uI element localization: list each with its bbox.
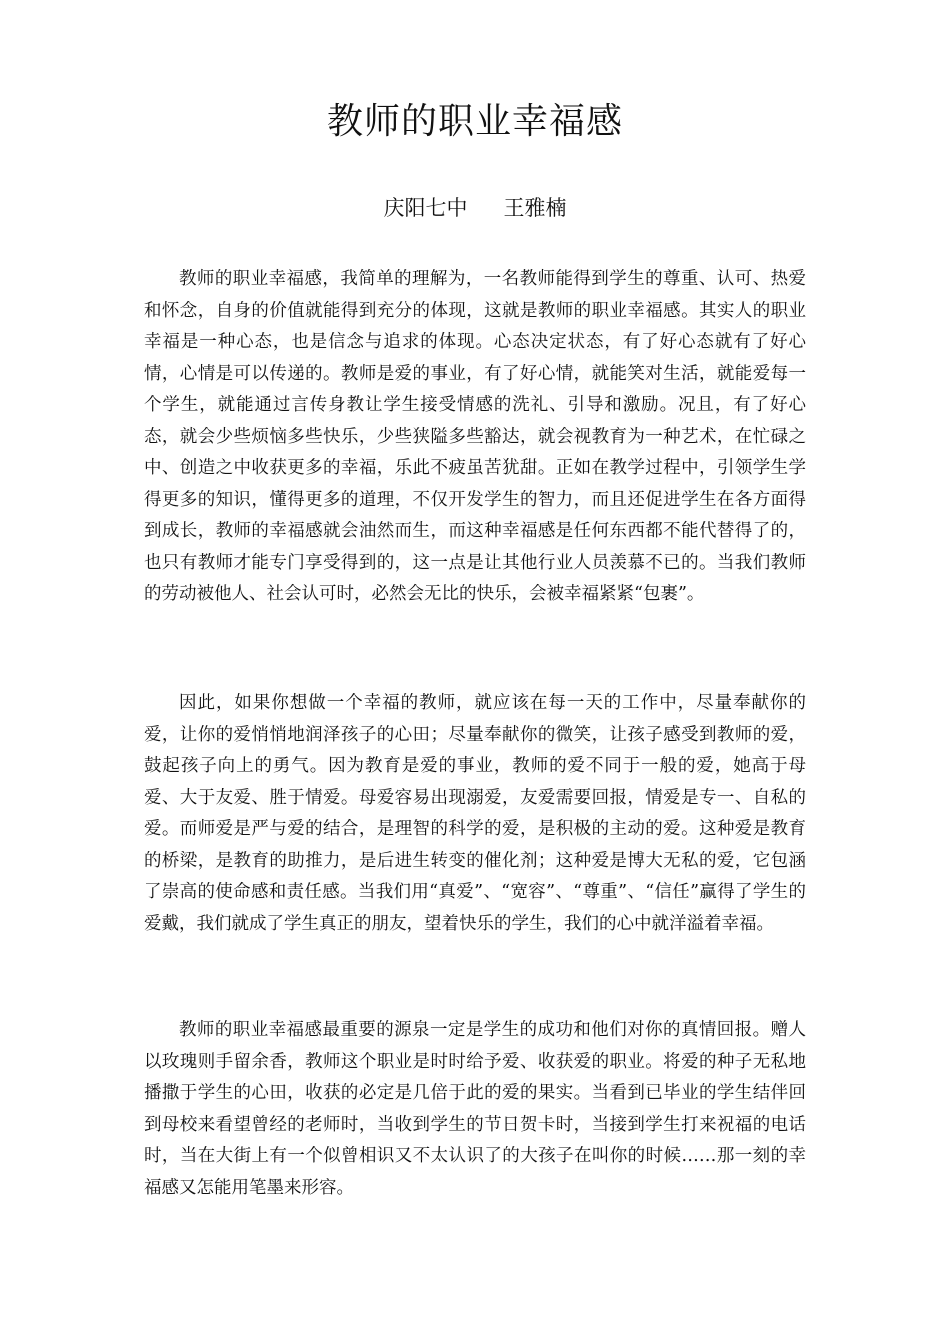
paragraph-2: 因此，如果你想做一个幸福的教师，就应该在每一天的工作中，尽量奉献你的爱，让你的爱悄悄地润泽孩子的心田；尽量奉献你的微笑，让孩子感受到教师的爱，鼓起孩子向上的勇气。因为教育是爱的事业，教师的爱不同于一般的爱，她高于母爱、大于友爱、胜于情爱。母爱容易出现溺爱，友爱需要回报，情爱是专一、自私的爱。而师爱是严与爱的结合，是理智的科学的爱，是积极的主动的爱。这种爱是教育的桥梁，是教育的助推力，是后进生转变的催化剂；这种爱是博大无私的爱，它包涵了崇高的使命感和责任感。当我们用“真爱”、“宽容”、“尊重”、“信任”赢得了学生的爱戴，我们就成了学生真正的朋友，望着快乐的学生，我们的心中就洋溢着幸福。 xyxy=(144,693,806,934)
author-school: 庆阳七中 xyxy=(383,196,468,220)
author-byline xyxy=(0,192,950,224)
author-name: 王雅楠 xyxy=(503,196,567,220)
paragraph-1: 教师的职业幸福感，我简单的理解为，一名教师能得到学生的尊重、认可、热爱和怀念，自身的价值就能得到充分的体现，这就是教师的职业幸福感。其实人的职业幸福是一种心态，也是信念与追求的体现。心态决定状态，有了好心态就有了好心情，心情是可以传递的。教师是爱的事业，有了好心情，就能笑对生活，就能爱每一个学生，就能通过言传身教让学生接受情感的洗礼、引导和激励。况且，有了好心态，就会少些烦恼多些快乐，少些狭隘多些豁达，就会视教育为一种艺术，在忙碌之中、创造之中收获更多的幸福，乐此不疲虽苦犹甜。正如在教学过程中，引领学生学得更多的知识，懂得更多的道理，不仅开发学生的智力，而且还促进学生在各方面得到成长，教师的幸福感就会油然而生，而这种幸福感是任何东西都不能代替得了的，也只有教师才能专门享受得到的，这一点是让其他行业人员羡慕不已的。当我们教师的劳动被他人、社会认可时，必然会无比的快乐，会被幸福紧紧“包裹”。 xyxy=(144,269,806,604)
paragraph-3: 教师的职业幸福感最重要的源泉一定是学生的成功和他们对你的真情回报。赠人以玫瑰则手留余香，教师这个职业是时时给予爱、收获爱的职业。将爱的种子无私地播撒于学生的心田，收获的必定是几倍于此的爱的果实。当看到已毕业的学生结伴回到母校来看望曾经的老师时，当收到学生的节日贺卡时，当接到学生打来祝福的电话时，当在大街上有一个似曾相识又不太认识了的大孩子在叫你的时候……那一刻的幸福感又怎能用笔墨来形容。 xyxy=(144,1020,806,1198)
document-title: 教师的职业幸福感 xyxy=(326,101,623,142)
